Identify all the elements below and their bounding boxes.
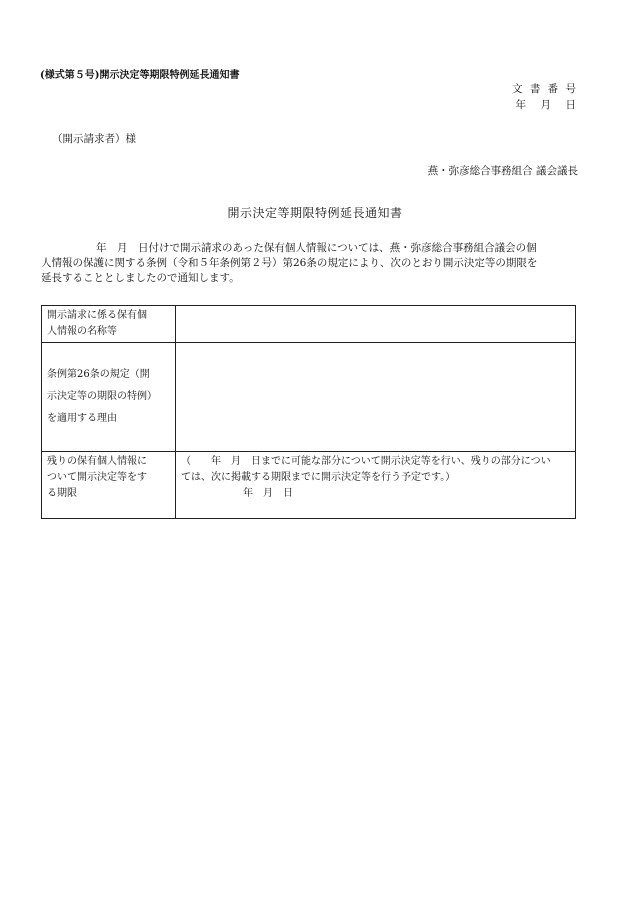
document-title: 開示決定等期限特例延長通知書 xyxy=(227,206,403,220)
record-name-label xyxy=(42,306,176,343)
record-name-label-line-1: 開示請求に係る保有個 xyxy=(47,310,147,321)
body-line-1 xyxy=(41,241,581,256)
deadline-label-line-2: ついて開示決定等をす xyxy=(47,472,147,483)
deadline-label xyxy=(42,452,176,519)
sender: 燕・弥彦総合事務組合 議会議長 xyxy=(427,165,578,177)
document-number: 文 書 番 号 xyxy=(511,83,578,95)
reason-label xyxy=(42,343,176,452)
reason-label-line-2: 示決定等の期限の特例） xyxy=(47,391,157,402)
body-line-3: 延長することとしましたので通知します。 xyxy=(41,272,240,284)
table-row-deadline xyxy=(42,452,576,519)
body-line-1-text: 年 月 日付けで開示請求のあった保有個人情報については、燕・弥彦総合事務組合議会の個 xyxy=(96,242,537,254)
body-paragraph xyxy=(41,241,581,286)
reason-label-line-1: 条例第26条の規定（開 xyxy=(47,369,150,380)
form-number: (様式第５号)開示決定等期限特例延長通知書 xyxy=(40,70,240,81)
recipient: （開示請求者）様 xyxy=(52,133,136,145)
document-date: 年 月 日 xyxy=(515,99,578,111)
deadline-value xyxy=(176,452,576,519)
deadline-value-line-2: ては、次に掲載する期限までに開示決定等を行う予定です。） xyxy=(181,472,456,483)
deadline-label-line-3: る期限 xyxy=(47,488,77,499)
record-name-label-line-2: 人情報の名称等 xyxy=(47,326,117,337)
record-name-value xyxy=(176,306,576,343)
reason-label-line-3: を適用する理由 xyxy=(47,413,117,424)
deadline-date: 年 月 日 xyxy=(243,488,293,499)
table-row-record-name xyxy=(42,306,576,343)
deadline-value-line-1: （ 年 月 日までに可能な部分について開示決定等を行い、残りの部分につい xyxy=(181,456,551,467)
deadline-label-line-1: 残りの保有個人情報に xyxy=(47,456,147,467)
table-row-reason xyxy=(42,343,576,452)
reason-value xyxy=(176,343,576,452)
body-line-2: 人情報の保護に関する条例（令和５年条例第２号）第26条の規定により、次のとおり開示決定等の期限を xyxy=(41,257,538,269)
info-table xyxy=(41,305,576,519)
